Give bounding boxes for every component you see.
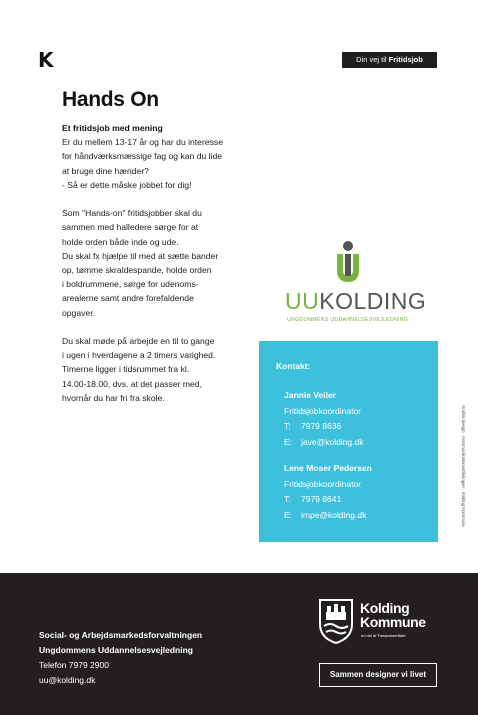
text-line: 14.00-18.00, dvs. at det passer med, xyxy=(62,378,202,389)
text-line: i ugen i hverdagene a 2 timers varighed. xyxy=(62,350,216,361)
text-line: opgaver. xyxy=(62,307,95,318)
footer-info xyxy=(39,628,202,688)
email-address[interactable]: impe@kolding.dk xyxy=(301,509,367,520)
page-title: Hands On xyxy=(62,88,159,111)
paragraph-hours xyxy=(62,334,252,405)
logo-line-kolding: Kolding xyxy=(360,600,410,616)
footer-phone: Telefon 7979 2900 xyxy=(39,660,109,670)
email-address[interactable]: jave@kolding.dk xyxy=(301,436,364,447)
phone-number: 7979 8641 xyxy=(301,494,342,504)
email-row xyxy=(284,508,372,524)
footer-department: Social- og Arbejdsmarkedsforvaltningen xyxy=(39,630,203,640)
phone-row xyxy=(284,492,372,508)
uu-person-icon xyxy=(334,240,362,284)
kolding-kommune-logo xyxy=(318,598,448,653)
contact-person xyxy=(284,461,372,523)
uu-letters: UU xyxy=(285,288,320,314)
text-line: arealerne samt andre forefaldende xyxy=(62,293,194,304)
uu-kolding-logo xyxy=(285,240,427,330)
person-role: Fritidsjobkoordinator xyxy=(284,405,362,416)
text-line: holde orden både inde og ude. xyxy=(62,236,179,247)
lead-heading: Et fritidsjob med mening xyxy=(62,123,163,133)
paragraph-intro xyxy=(62,121,252,192)
person-role: Fritidsjobkoordinator xyxy=(284,478,362,489)
phone-row xyxy=(284,419,364,435)
category-tag xyxy=(342,52,437,68)
text-line: i boldrummene, sørge for udenoms- xyxy=(62,279,199,290)
vertical-credit-text: Grafisk design · Kommunikationsafdelingen · Kolding Kommune xyxy=(461,405,466,527)
slogan-box: Sammen designer vi livet xyxy=(319,663,437,687)
uu-logo-wordmark xyxy=(285,288,427,314)
kolding-letters: KOLDING xyxy=(319,288,427,314)
contact-title: Kontakt: xyxy=(276,361,311,371)
contact-box xyxy=(259,341,438,542)
text-line: sammen med halledere sørge for at xyxy=(62,222,199,233)
text-line: - Så er dette måske jobbet for dig! xyxy=(62,179,192,190)
text-line: at bruge dine hænder? xyxy=(62,165,149,176)
phone-label: T: xyxy=(284,421,291,431)
contact-person xyxy=(284,388,364,450)
logo-line-kommune: Kommune xyxy=(360,614,426,630)
body-text xyxy=(62,121,252,419)
coat-of-arms-icon xyxy=(318,598,354,644)
text-line: Som "Hands-on" fritidsjobber skal du xyxy=(62,208,202,219)
footer xyxy=(0,573,478,715)
text-line: Timerne ligger i tidsrummet fra kl. xyxy=(62,364,190,375)
text-line: Du skal fx hjælpe til med at sætte bander xyxy=(62,250,219,261)
text-line: Er du mellem 13-17 år og har du interesse xyxy=(62,137,223,148)
tag-bold: Fritidsjob xyxy=(388,55,423,64)
brand-k-mark: K xyxy=(38,48,54,72)
phone-number: 7979 8636 xyxy=(301,421,342,431)
person-name: Lene Moser Pedersen xyxy=(284,463,372,473)
kolding-kommune-wordmark xyxy=(360,601,426,629)
uu-logo-subtitle: UNGDOMMENS UDDANNELSESVEJLEDNING xyxy=(287,317,409,323)
phone-label: T: xyxy=(284,494,291,504)
footer-unit: Ungdommens Uddannelsesvejledning xyxy=(39,645,193,655)
text-line: op, tømme skraldespande, holde orden xyxy=(62,265,212,276)
text-line: Du skal møde på arbejde en til to gange xyxy=(62,336,215,347)
email-label: E: xyxy=(284,436,293,447)
tag-prefix: Din vej til xyxy=(356,55,387,64)
email-row xyxy=(284,435,364,451)
person-name: Jannie Veiler xyxy=(284,390,336,400)
email-label: E: xyxy=(284,509,293,520)
logo-subline: en del af Trekantområdet xyxy=(361,633,406,638)
paragraph-tasks xyxy=(62,206,252,320)
text-line: for håndværksmæssige fag og kan du lide xyxy=(62,151,223,162)
footer-email[interactable]: uu@kolding.dk xyxy=(39,675,96,685)
text-line: hvornår du har fri fra skole. xyxy=(62,392,165,403)
